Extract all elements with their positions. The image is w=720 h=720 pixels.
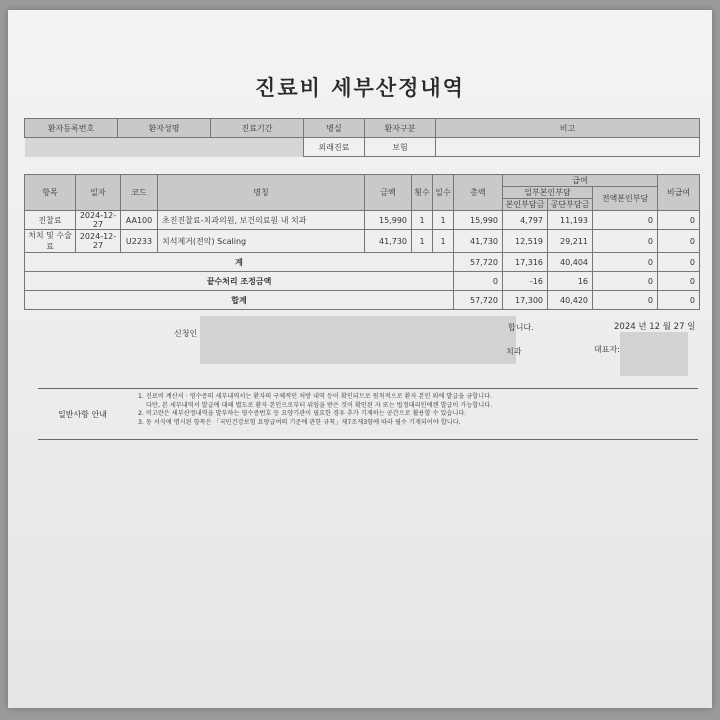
full-self-header: 전액본인부담 [593,187,658,211]
row-total: 41,730 [454,230,503,253]
row-days: 1 [433,230,454,253]
redacted-area [200,316,516,364]
rounding-total: 0 [454,272,503,291]
name-header: 명칭 [158,175,365,211]
issue-date: 2024 년 12 월 27 일 [614,322,696,332]
row-code: U2233 [121,230,158,253]
patient-type-header: 환자구분 [365,119,436,138]
rounding-self: -16 [503,272,548,291]
name-value [118,138,211,157]
grand-total-self: 17,300 [503,291,548,310]
subtotal-label: 계 [25,253,454,272]
rounding-full-self: 0 [593,272,658,291]
row-full-self: 0 [593,230,658,253]
rounding-nonbenefit: 0 [658,272,700,291]
code-header: 코드 [121,175,158,211]
days-header: 일수 [433,175,454,211]
period-header: 진료기간 [211,119,304,138]
confirm-text: 합니다. [508,323,534,332]
row-self: 12,519 [503,230,548,253]
rounding-row [25,272,700,291]
corp-header: 공단부담금 [548,199,593,211]
general-guide-section [38,388,698,440]
subtotal-row [25,253,700,272]
nonbenefit-header: 비급여 [658,175,700,211]
rounding-corp: 16 [548,272,593,291]
guide-text [138,393,492,427]
grand-total-nonbenefit: 0 [658,291,700,310]
self-header: 본인부담금 [503,199,548,211]
grand-total-total: 57,720 [454,291,503,310]
clinic-suffix: 치과 [506,347,522,356]
row-date: 2024-12-27 [76,211,121,230]
redacted-representative [620,332,688,376]
subtotal-full-self: 0 [593,253,658,272]
subtotal-nonbenefit: 0 [658,253,700,272]
rounding-label: 끝수처리 조정금액 [25,272,454,291]
row-name: 초진진찰료-치과의원, 보건의료원 내 치과 [158,211,365,230]
reg-no-value [25,138,118,157]
name-header: 환자성명 [118,119,211,138]
row-corp: 11,193 [548,211,593,230]
grand-total-full-self: 0 [593,291,658,310]
representative-label: 대표자: [594,345,620,354]
times-header: 횟수 [412,175,433,211]
item-header: 항목 [25,175,76,211]
row-corp: 29,211 [548,230,593,253]
total-header: 총액 [454,175,503,211]
row-nonbenefit: 0 [658,230,700,253]
row-item: 진찰료 [25,211,76,230]
guide-line: 3. 동 서식에 명시된 항목은 「국민건강보험 요양급여의 기준에 관한 규칙」제7조제3항에 따라 필수 기재되어야 합니다. [138,418,461,426]
row-full-self: 0 [593,211,658,230]
table-row [25,211,700,230]
grand-total-row [25,291,700,310]
fee-detail-table [24,174,700,310]
subtotal-corp: 40,404 [548,253,593,272]
amount-header: 금액 [365,175,412,211]
row-date: 2024-12-27 [76,230,121,253]
subtotal-self: 17,316 [503,253,548,272]
care-type: 외래진료 [304,138,365,157]
document-page [8,10,712,708]
guide-label: 일반사항 안내 [58,410,107,419]
row-amount: 15,990 [365,211,412,230]
guide-line: 다만, 본 세부내역서 발급에 대해 별도로 환자 본인으로부터 위임을 받은 것이 확인된 자 또는 법정대리인에겐 발급이 가능합니다. [146,401,493,409]
period-value [211,138,304,157]
row-amount: 41,730 [365,230,412,253]
row-times: 1 [412,230,433,253]
guide-line: 1. 진료비 계산서 · 영수증의 세부내역서는 환자의 구체적인 처방 내역 등이 확인되므로 원칙적으로 환자 본인 외에 발급을 금합니다. [138,393,493,400]
row-name: 치석제거(전악) Scaling [158,230,365,253]
row-code: AA100 [121,211,158,230]
remark-value [436,138,700,157]
subtotal-total: 57,720 [454,253,503,272]
grand-total-corp: 40,420 [548,291,593,310]
row-item: 처치 및 수술료 [25,230,76,253]
row-days: 1 [433,211,454,230]
row-total: 15,990 [454,211,503,230]
insurance-type: 보험 [365,138,436,157]
benefit-header: 급여 [503,175,658,187]
date-header: 일자 [76,175,121,211]
page-title: 진료비 세부산정내역 [255,76,465,100]
reg-no-header: 환자등록번호 [25,119,118,138]
row-self: 4,797 [503,211,548,230]
row-times: 1 [412,211,433,230]
grand-total-label: 합계 [25,291,454,310]
partial-header: 일부본인부담 [503,187,593,199]
remark-header: 비고 [436,119,700,138]
patient-info-table [24,118,700,157]
row-nonbenefit: 0 [658,211,700,230]
applicant-label: 신청인 [174,329,198,338]
guide-line: 2. 비고란은 세부산정내역을 발부하는 영수증번호 등 요양기관이 필요한 경우 추가 기재하는 공간으로 활용할 수 있습니다. [138,410,467,418]
ward-header: 병실 [304,119,365,138]
table-row [25,230,700,253]
